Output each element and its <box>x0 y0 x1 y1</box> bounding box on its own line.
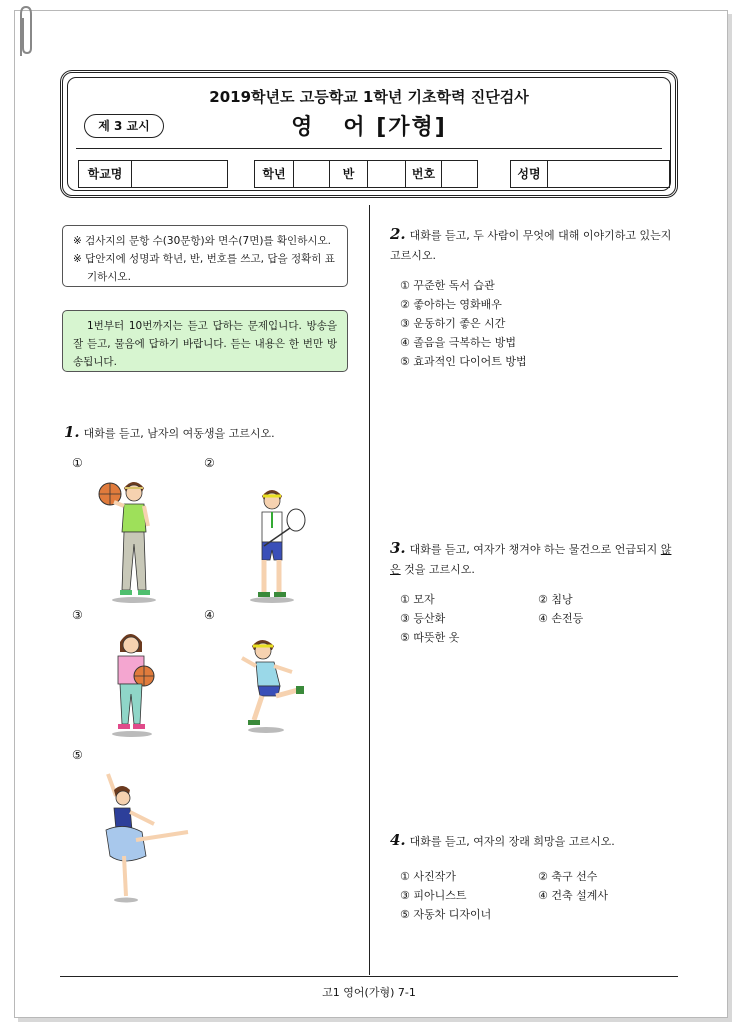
question-4-number: 4. <box>390 831 406 849</box>
page-footer: 고1 영어(가형) 7-1 <box>322 986 416 999</box>
q4-choice-4[interactable]: ④ 건축 설계사 <box>538 889 608 902</box>
question-2-text: 대화를 듣고, 두 사람이 무엇에 대해 이야기하고 있는지 고르시오. <box>390 229 672 262</box>
question-2-number: 2. <box>390 225 406 243</box>
question-2 <box>390 224 680 266</box>
question-3-text-b: 것을 고르시오. <box>404 563 475 576</box>
paperclip-icon <box>12 4 38 60</box>
period-badge: 제 3 교시 <box>84 114 164 138</box>
question-3 <box>390 538 680 580</box>
ballerina-illustration <box>96 770 192 904</box>
footer-divider <box>60 976 678 977</box>
q2-choice-4[interactable]: ④ 졸음을 극복하는 방법 <box>400 336 516 349</box>
question-1-text: 대화를 듣고, 남자의 여동생을 고르시오. <box>83 427 275 440</box>
q2-choice-2[interactable]: ② 좋아하는 영화배우 <box>400 298 502 311</box>
number-field[interactable] <box>442 160 478 188</box>
question-3-underline: 않은 <box>390 543 672 576</box>
grade-label: 학년 <box>254 160 294 188</box>
q1-option-marker-2[interactable]: ② <box>204 456 215 470</box>
class-label: 반 <box>330 160 368 188</box>
exam-title: 2019학년도 고등학교 1학년 기초학력 진단검사 <box>209 88 529 106</box>
instruction-line-2: ※ 답안지에 성명과 학년, 반, 번호를 쓰고, 답을 정확히 표기하시오. <box>73 253 335 283</box>
q4-choice-3[interactable]: ③ 피아니스트 <box>400 889 467 902</box>
exam-header <box>60 70 678 198</box>
q3-choice-4[interactable]: ④ 손전등 <box>538 612 584 625</box>
name-field[interactable] <box>548 160 670 188</box>
q2-choice-5[interactable]: ⑤ 효과적인 다이어트 방법 <box>400 355 527 368</box>
subject-text: 영 어 [가형] <box>291 115 447 140</box>
q4-choice-5[interactable]: ⑤ 자동차 디자이너 <box>400 908 492 921</box>
q3-choice-3[interactable]: ③ 등산화 <box>400 612 446 625</box>
question-4-text: 대화를 듣고, 여자의 장래 희망을 고르시오. <box>409 835 615 848</box>
girl-pink-basketball-illustration <box>106 628 166 738</box>
name-label: 성명 <box>510 160 548 188</box>
q2-choice-1[interactable]: ① 꾸준한 독서 습관 <box>400 279 495 292</box>
q4-choice-1[interactable]: ① 사진작가 <box>400 870 456 883</box>
subject-title <box>68 110 670 141</box>
q1-option-marker-5[interactable]: ⑤ <box>72 748 83 762</box>
exam-header-inner <box>67 77 671 191</box>
grade-field[interactable] <box>294 160 330 188</box>
instructions-box <box>62 225 348 287</box>
question-1 <box>64 422 364 444</box>
class-field[interactable] <box>368 160 406 188</box>
question-3-number: 3. <box>390 539 406 557</box>
girl-basketball-illustration <box>94 474 164 604</box>
q4-choice-2[interactable]: ② 축구 선수 <box>538 870 598 883</box>
girl-running-illustration <box>236 636 312 734</box>
number-label: 번호 <box>406 160 442 188</box>
q1-option-marker-1[interactable]: ① <box>72 456 83 470</box>
q2-choice-3[interactable]: ③ 운동하기 좋은 시간 <box>400 317 506 330</box>
instruction-line-1: ※ 검사지의 문항 수(30문항)와 면수(7면)를 확인하시오. <box>73 235 331 247</box>
girl-racket-illustration <box>244 484 308 604</box>
header-divider <box>76 148 662 149</box>
school-field[interactable] <box>132 160 228 188</box>
q3-choice-1[interactable]: ① 모자 <box>400 593 435 606</box>
listening-notice: 1번부터 10번까지는 듣고 답하는 문제입니다. 방송을 잘 듣고, 물음에 답하기 바랍니다. 듣는 내용은 한 번만 방송됩니다. <box>62 310 348 372</box>
q1-option-marker-3[interactable]: ③ <box>72 608 83 622</box>
question-1-number: 1. <box>64 423 80 441</box>
q3-choice-2[interactable]: ② 침낭 <box>538 593 573 606</box>
question-4 <box>390 830 680 852</box>
q3-choice-5[interactable]: ⑤ 따뜻한 옷 <box>400 631 460 644</box>
q1-option-marker-4[interactable]: ④ <box>204 608 215 622</box>
column-divider <box>369 205 370 975</box>
school-label: 학교명 <box>78 160 132 188</box>
q2-choices <box>400 276 527 371</box>
question-3-text-a: 대화를 듣고, 여자가 챙겨야 하는 물건으로 언급되지 <box>409 543 658 556</box>
